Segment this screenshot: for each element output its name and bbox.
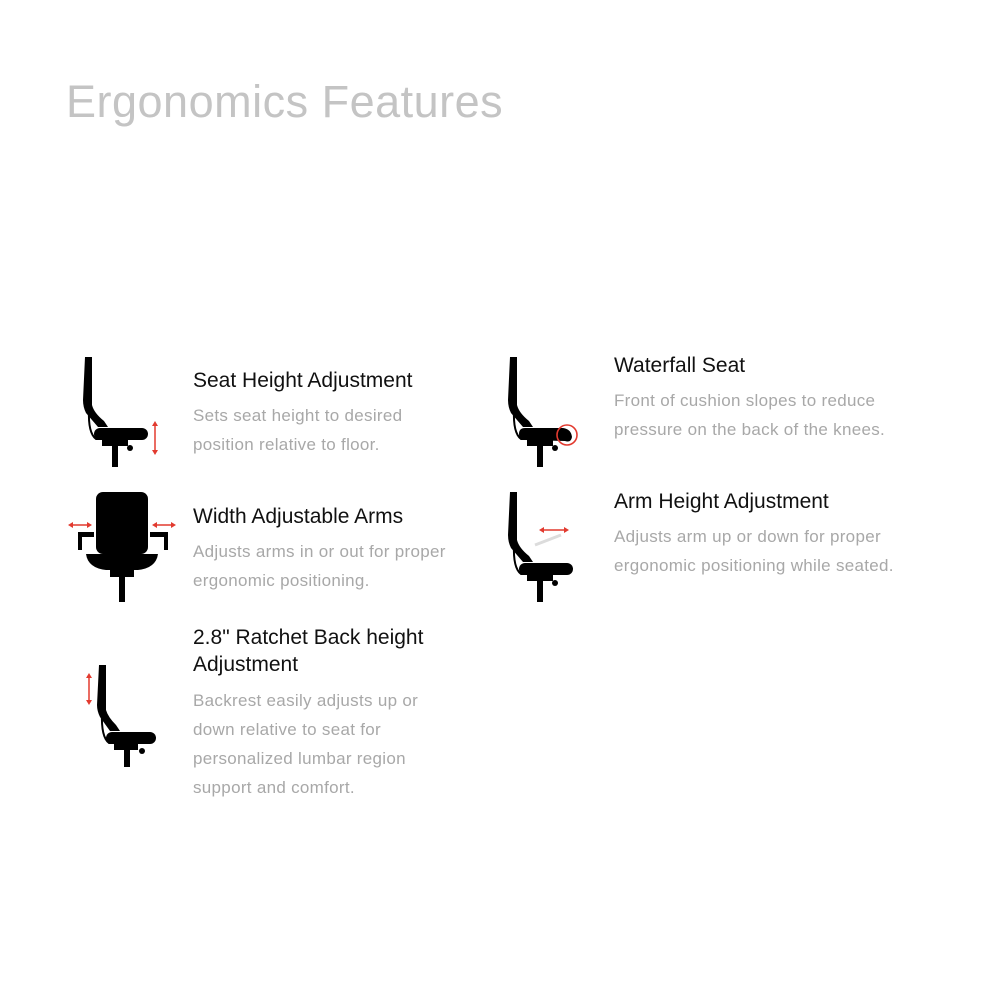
feature-title: 2.8" Ratchet Back height Adjustment (193, 626, 424, 676)
feature-description: Adjusts arm up or down for proper ergonomic positioning while seated. (614, 527, 894, 575)
feature-title: Waterfall Seat (614, 354, 746, 377)
feature-description: Adjusts arms in or out for proper ergonomic positioning. (193, 542, 446, 590)
page-title: Ergonomics Features (66, 76, 504, 127)
feature-description: Front of cushion slopes to reduce pressure on the back of the knees. (614, 391, 886, 439)
arm-height-chair-icon (505, 490, 590, 605)
feature-description: Backrest easily adjusts up or down relative to seat for personalized lumbar region support and comfort. (193, 691, 419, 797)
back-height-chair-icon (80, 655, 165, 770)
feature-title: Width Adjustable Arms (193, 505, 404, 528)
feature-title: Arm Height Adjustment (614, 490, 829, 513)
feature-title: Seat Height Adjustment (193, 369, 413, 392)
feature-description: Sets seat height to desired position relative to floor. (193, 406, 403, 454)
seat-height-chair-icon (80, 355, 165, 470)
waterfall-seat-chair-icon (505, 355, 590, 470)
width-arms-chair-icon (68, 490, 178, 605)
